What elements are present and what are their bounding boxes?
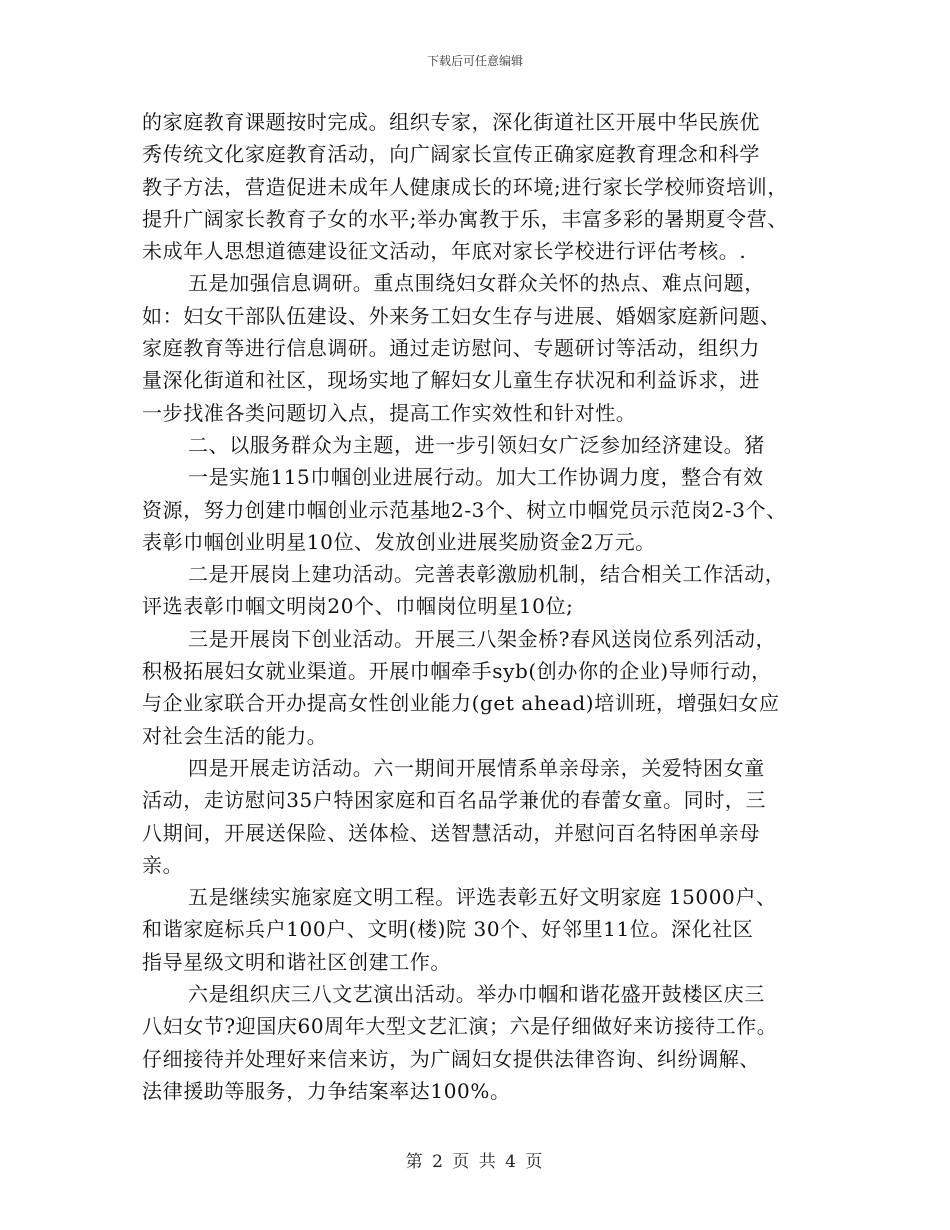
text-line: 对社会生活的能力。: [142, 723, 328, 748]
text-line: 秀传统文化家庭教育活动，向广阔家长宣传正确家庭教育理念和科学: [142, 142, 760, 167]
page-number-footer: 第 2 页 共 4 页: [405, 1152, 545, 1172]
paragraph-start-line: 三是开展岗下创业活动。开展三八架金桥?春风送岗位系列活动，: [188, 626, 777, 651]
paragraph-start-line: 二是开展岗上建功活动。完善表彰激励机制，结合相关工作活动，: [188, 562, 786, 587]
paragraph-start-line: 六是组织庆三八文艺演出活动。举办巾帼和谐花盛开鼓楼区庆三: [188, 982, 765, 1007]
text-line: 评选表彰巾帼文明岗20个、巾帼岗位明星10位;: [142, 594, 574, 619]
section-heading-line: 二、以服务群众为主题，进一步引领妇女广泛参加经济建设。猪: [188, 432, 765, 457]
paragraph-start-line: 五是继续实施家庭文明工程。评选表彰五好文明家庭 15000户、: [188, 885, 777, 910]
page-header: 下载后可任意编辑: [426, 54, 523, 68]
text-line: 量深化街道和社区，现场实地了解妇女儿童生存状况和利益诉求，进: [142, 368, 760, 393]
document-body: [142, 106, 842, 1107]
text-line: 资源，努力创建巾帼创业示范基地2-3个、树立巾帼党员示范岗2-3个、: [142, 497, 787, 522]
paragraph-start-line: 五是加强信息调研。重点围绕妇女群众关怀的热点、难点问题，: [188, 271, 765, 296]
paragraph-start-line: 一是实施115巾帼创业进展行动。加大工作协调力度，整合有效: [188, 465, 764, 490]
text-line: 指导星级文明和谐社区创建工作。: [142, 949, 451, 974]
text-line: 未成年人思想道德建设征文活动，年底对家长学校进行评估考核。.: [142, 239, 747, 264]
text-line: 如：妇女干部队伍建设、外来务工妇女生存与进展、婚姻家庭新问题、: [142, 303, 781, 328]
text-line: 亲。: [142, 852, 184, 877]
text-line: 家庭教育等进行信息调研。通过走访慰问、专题研讨等活动，组织力: [142, 336, 760, 361]
paragraph-start-line: 四是开展走访活动。六一期间开展情系单亲母亲，关爱特困女童: [188, 755, 765, 780]
text-line: 一步找准各类问题切入点，提高工作实效性和针对性。: [142, 400, 637, 425]
text-line: 表彰巾帼创业明星10位、发放创业进展奖励资金2万元。: [142, 529, 656, 554]
text-line: 八妇女节?迎国庆60周年大型文艺汇演；六是仔细做好来访接待工作。: [142, 1014, 778, 1039]
text-line: 教子方法，营造促进未成年人健康成长的环境;进行家长学校师资培训，: [142, 174, 788, 199]
text-line: 法律援助等服务，力争结案率达100%。: [142, 1078, 511, 1103]
text-line: 八期间，开展送保险、送体检、送智慧活动，并慰问百名特困单亲母: [142, 820, 760, 845]
text-line: 和谐家庭标兵户100户、文明(楼)院 30个、好邻里11位。深化社区: [142, 917, 754, 942]
text-line: 活动，走访慰问35户特困家庭和百名品学兼优的春蕾女童。同时，三: [142, 788, 767, 813]
text-line: 与企业家联合开办提高女性创业能力(get ahead)培训班，增强妇女应: [142, 691, 780, 716]
text-line: 仔细接待并处理好来信来访，为广阔妇女提供法律咨询、纠纷调解、: [142, 1046, 760, 1071]
text-line: 的家庭教育课题按时完成。组织专家，深化街道社区开展中华民族优: [142, 110, 760, 134]
text-line: 积极拓展妇女就业渠道。开展巾帼牵手syb(创办你的企业)导师行动，: [142, 659, 772, 684]
text-line: 提升广阔家长教育子女的水平;举办寓教于乐，丰富多彩的暑期夏令营、: [142, 206, 788, 231]
